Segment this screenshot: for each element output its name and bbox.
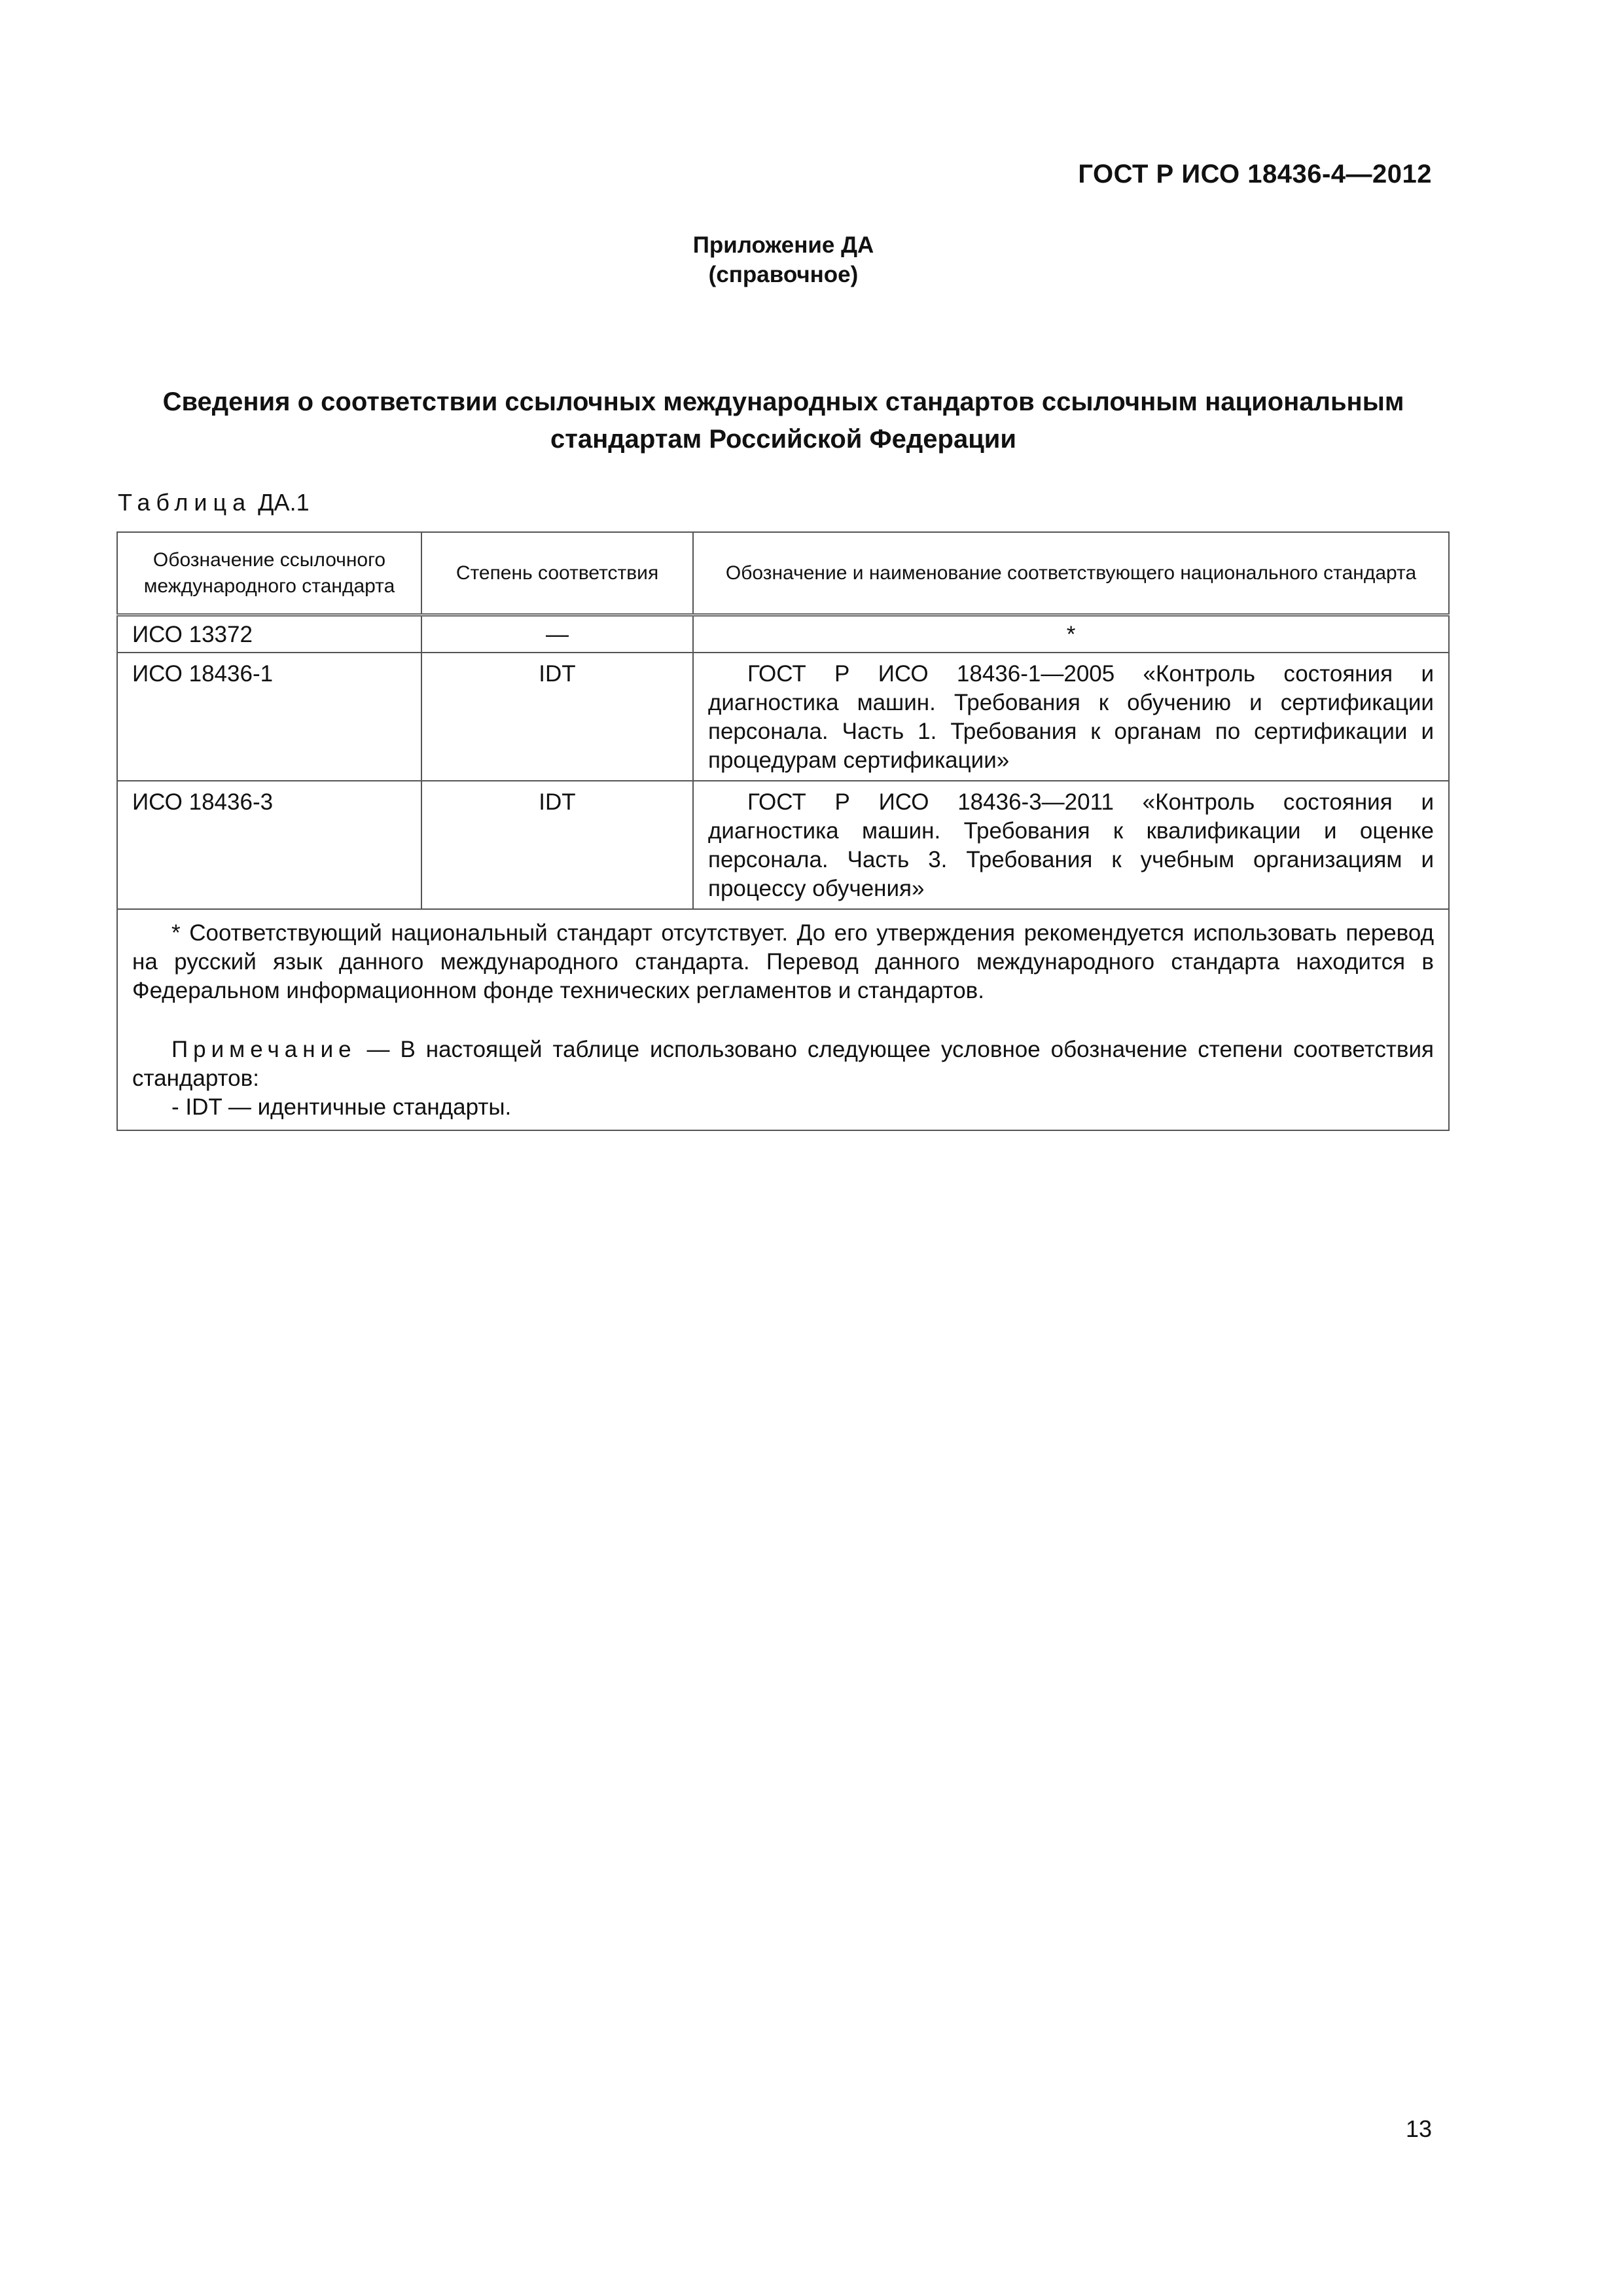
table-caption-word: Таблица — [118, 489, 252, 516]
page-number: 13 — [1405, 2115, 1432, 2142]
table-notes-row — [117, 909, 1449, 1130]
section-title-line-2: стандартам Российской Федерации — [550, 425, 1016, 454]
cell-intl-standard: ИСО 13372 — [117, 615, 421, 653]
appendix-title: Приложение ДА — [692, 232, 874, 258]
table-row — [117, 781, 1449, 909]
cell-degree: IDT — [421, 781, 693, 909]
note-label: Примечание — [171, 1037, 357, 1062]
section-title — [118, 384, 1449, 458]
table-notes-cell — [117, 909, 1449, 1130]
table-footnote: * Соответствующий национальный стандарт отсутствует. До его утверждения рекомендуется использовать перевод на русский язык данного международного стандарта. Перевод данного международного стандарта находится в Федеральном информационном фонде технических регламентов и стандартов. — [132, 920, 1434, 1003]
cell-intl-standard: ИСО 18436-1 — [117, 653, 421, 781]
table-row — [117, 653, 1449, 781]
section-title-line-1: Сведения о соответствии ссылочных международных стандартов ссылочным национальным — [162, 387, 1404, 416]
cell-intl-standard: ИСО 18436-3 — [117, 781, 421, 909]
cell-national-standard: ГОСТ Р ИСО 18436-3—2011 «Контроль состояния и диагностика машин. Требования к квалификации и оценке персонала. Часть 3. Требования к учебным организациям и процессу обучения» — [693, 781, 1449, 909]
appendix-heading — [0, 230, 1567, 289]
note-list-item: - IDT — идентичные стандарты. — [171, 1094, 512, 1120]
table-header-row — [117, 532, 1449, 615]
cell-degree: — — [421, 615, 693, 653]
table-note — [132, 1035, 1434, 1093]
table-caption — [118, 489, 310, 516]
appendix-type: (справочное) — [708, 262, 859, 287]
cell-national-standard: * — [693, 615, 1449, 653]
table-row — [117, 615, 1449, 653]
table-caption-id: ДА.1 — [258, 489, 310, 516]
col-header-degree: Степень соответствия — [421, 532, 693, 615]
correspondence-table — [116, 531, 1450, 1131]
col-header-national-standard: Обозначение и наименование соответствующего национального стандарта — [693, 532, 1449, 615]
note-text: — В настоящей таблице использовано следующее условное обозначение степени соответствия стандартов: — [132, 1037, 1434, 1091]
cell-degree: IDT — [421, 653, 693, 781]
cell-national-standard: ГОСТ Р ИСО 18436-1—2005 «Контроль состояния и диагностика машин. Требования к обучению и сертификации персонала. Часть 1. Требования к органам по сертификации и процедурам сертификации» — [693, 653, 1449, 781]
col-header-intl-standard: Обозначение ссылочного международного стандарта — [117, 532, 421, 615]
document-code: ГОСТ Р ИСО 18436-4—2012 — [1078, 160, 1432, 188]
